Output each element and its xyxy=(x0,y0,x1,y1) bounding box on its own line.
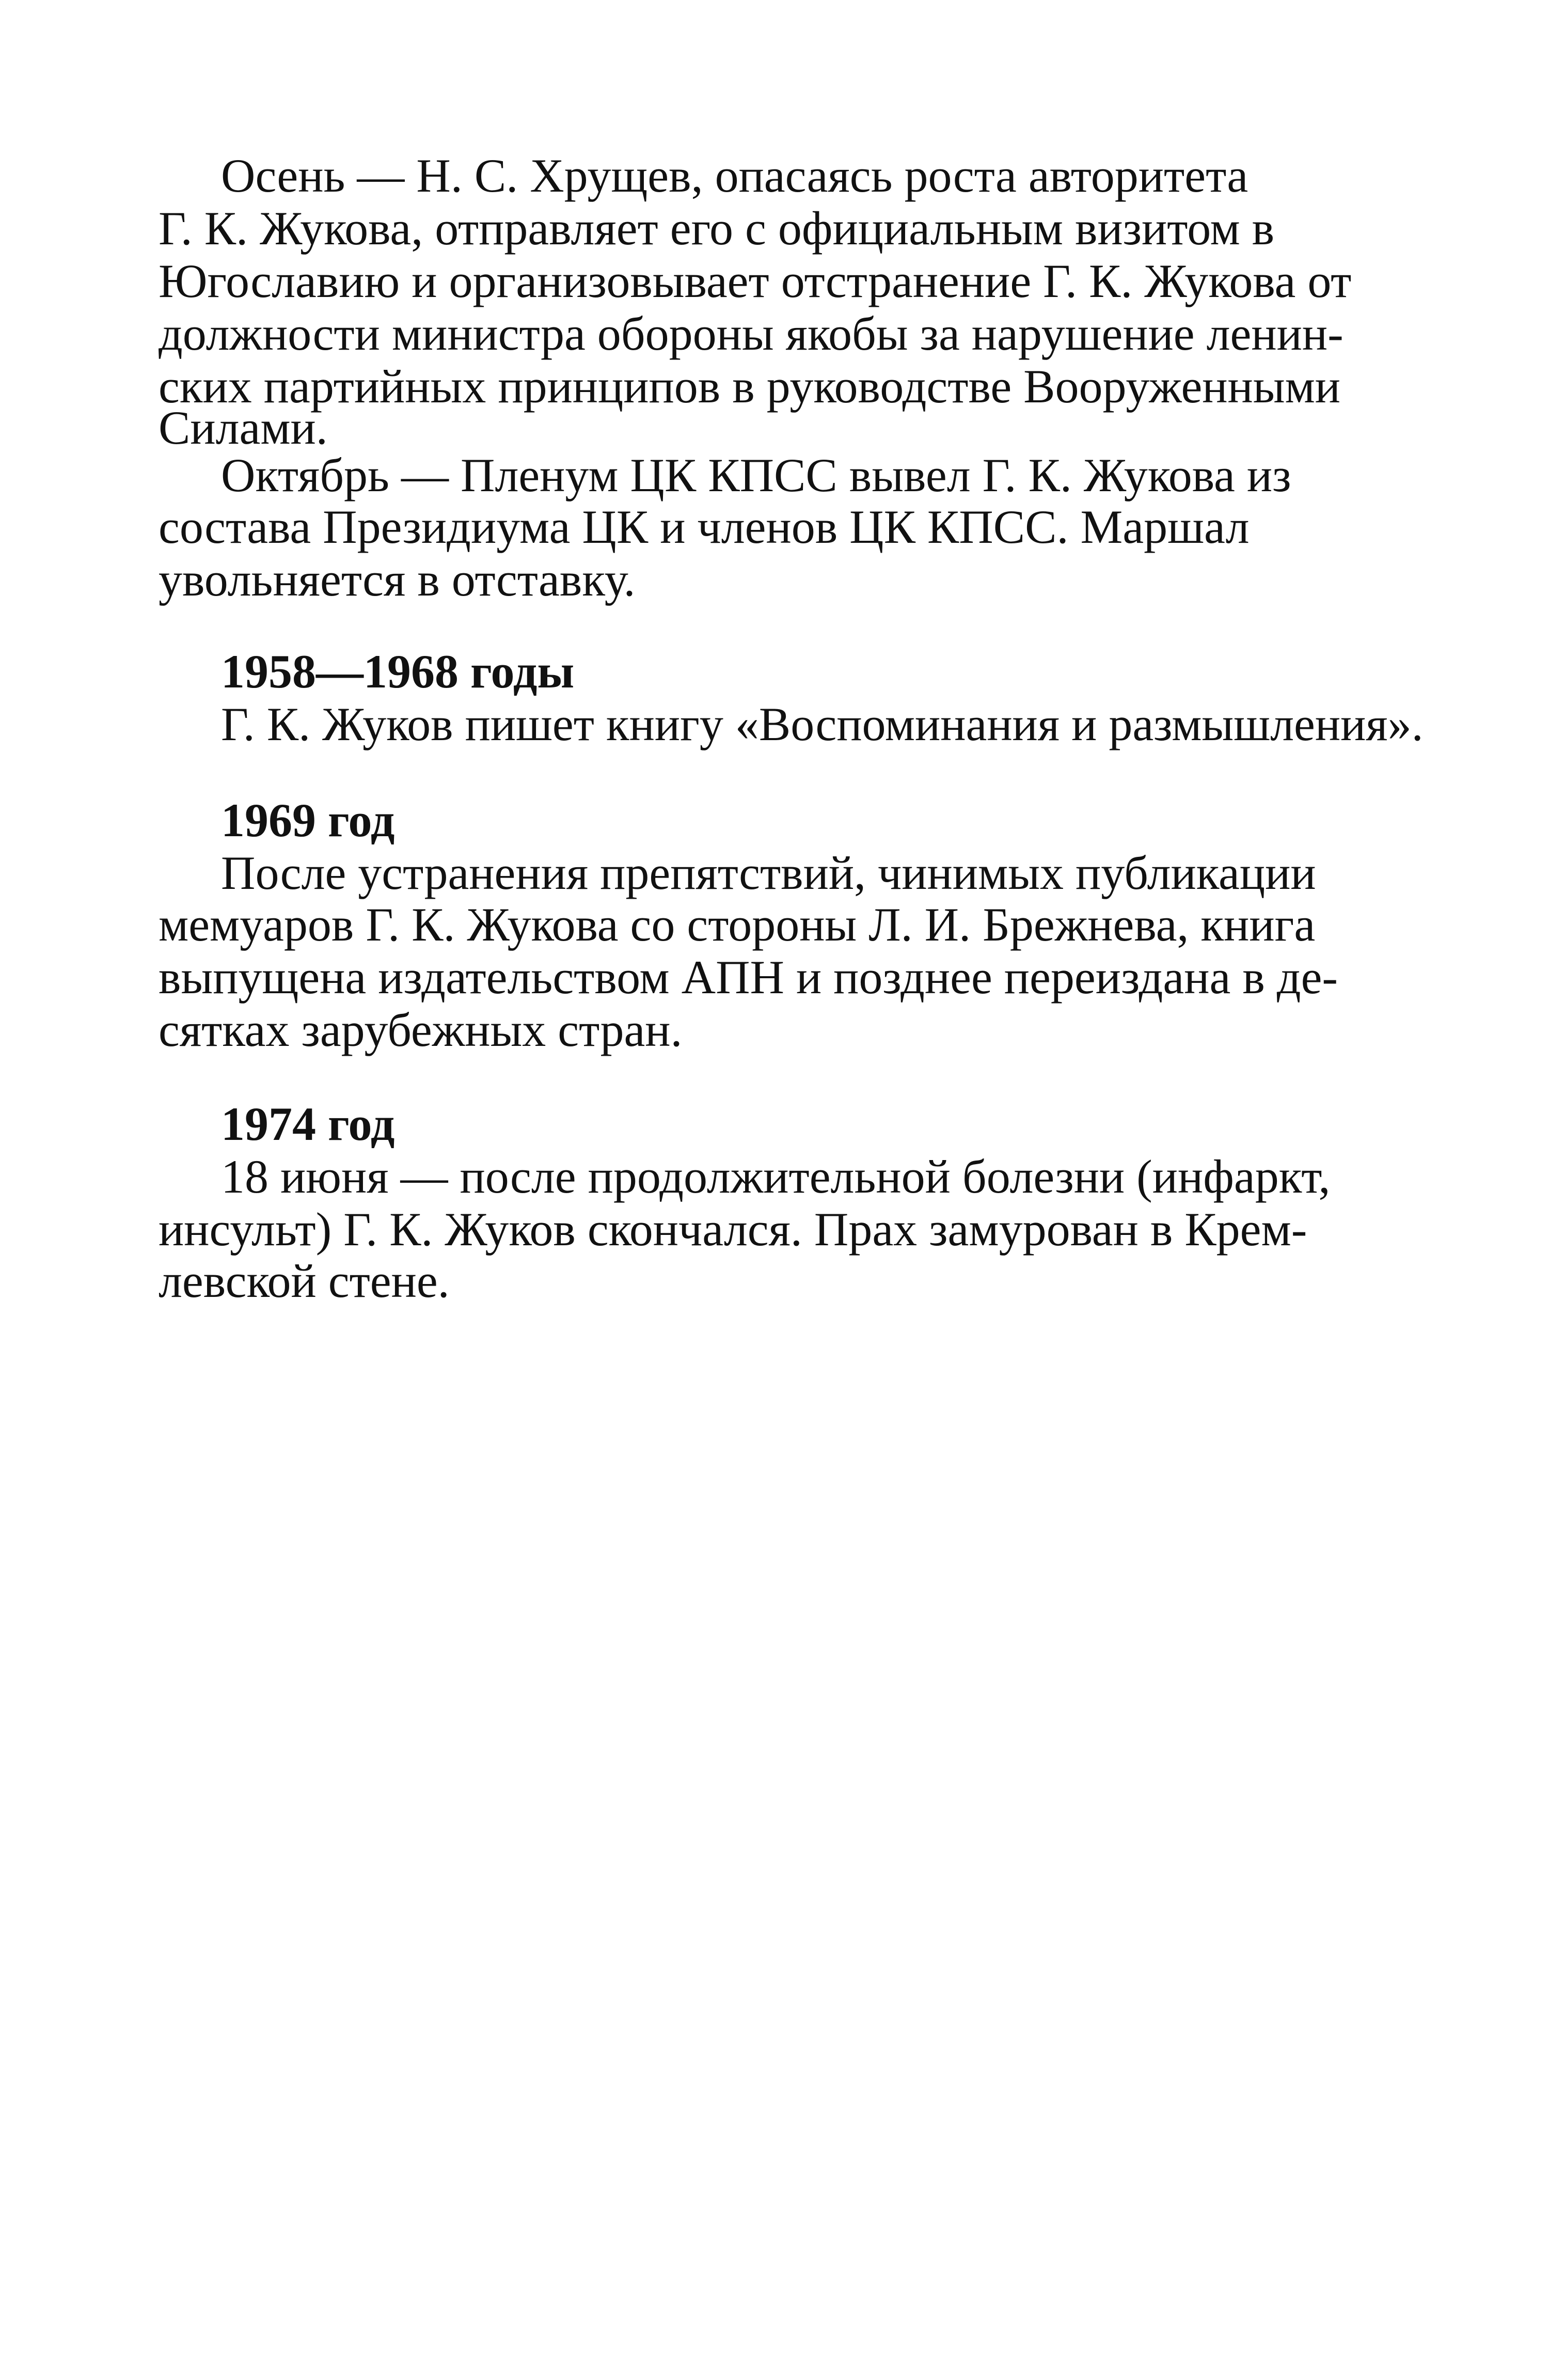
section-1974-line-1: 18 июня — после продолжительной болезни (инфаркт, xyxy=(221,1150,1331,1203)
text-line xyxy=(0,402,1549,453)
section-1969-line-4: сятках зарубежных стран. xyxy=(159,1004,683,1056)
text-line xyxy=(0,899,1549,950)
paragraph-1-line-6: Силами. xyxy=(159,401,328,454)
section-1958-line-1: Г. К. Жуков пишет книгу «Воспоминания и размышления». xyxy=(221,698,1424,750)
text-line xyxy=(0,202,1549,254)
section-heading-1969 xyxy=(0,794,1549,846)
paragraph-2-line-2: состава Президиума ЦК и членов ЦК КПСС. Маршал xyxy=(159,500,1250,553)
text-line xyxy=(0,501,1549,553)
section-heading-1958-1968 xyxy=(0,646,1549,697)
text-line xyxy=(0,1255,1549,1307)
paragraph-1-line-2: Г. К. Жукова, отправляет его с официальным визитом в xyxy=(159,202,1275,255)
section-1969-line-1: После устранения препятствий, чинимых публикации xyxy=(221,847,1316,899)
section-1974-line-2: инсульт) Г. К. Жуков скончался. Прах замурован в Крем- xyxy=(159,1203,1307,1256)
text-line xyxy=(0,449,1549,501)
paragraph-2-line-3: увольняется в отставку. xyxy=(159,553,636,606)
text-line xyxy=(0,554,1549,605)
paragraph-1-line-5: ских партийных принципов в руководстве Вооруженными xyxy=(159,360,1341,413)
text-line xyxy=(0,255,1549,307)
section-1969-line-3: выпущена издательством АПН и позднее переиздана в де- xyxy=(159,951,1338,1004)
text-line xyxy=(0,1004,1549,1056)
text-line xyxy=(0,1203,1549,1255)
paragraph-1-line-3: Югославию и организовывает отстранение Г. К. Жукова от xyxy=(159,255,1352,307)
paragraph-1-line-1: Осень — Н. С. Хрущев, опасаясь роста авторитета xyxy=(221,149,1248,202)
section-1974-line-3: левской стене. xyxy=(159,1255,450,1307)
section-heading-1974 xyxy=(0,1098,1549,1150)
heading-1974-text: 1974 год xyxy=(221,1098,395,1150)
text-line xyxy=(0,1151,1549,1202)
text-line xyxy=(0,847,1549,899)
heading-1958-1968-text: 1958—1968 годы xyxy=(221,645,575,698)
paragraph-1-line-4: должности министра обороны якобы за нарушение ленин- xyxy=(159,307,1343,360)
text-line xyxy=(0,150,1549,201)
paragraph-2-line-1: Октябрь — Пленум ЦК КПСС вывел Г. К. Жукова из xyxy=(221,449,1291,502)
section-1969-line-2: мемуаров Г. К. Жукова со стороны Л. И. Брежнева, книга xyxy=(159,898,1316,951)
heading-1969-text: 1969 год xyxy=(221,794,395,847)
text-line xyxy=(0,951,1549,1003)
text-line xyxy=(0,308,1549,359)
text-line xyxy=(0,698,1549,750)
